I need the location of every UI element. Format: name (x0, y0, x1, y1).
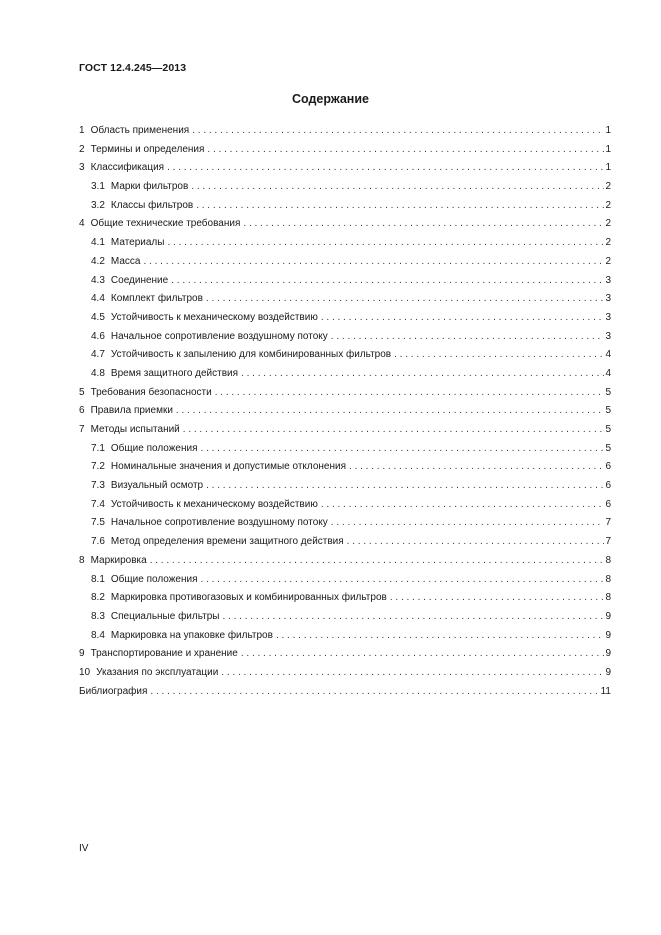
toc-entry-page: 4 (605, 367, 611, 379)
toc-entry-page: 7 (605, 536, 611, 548)
toc-entry-page: 8 (605, 573, 611, 585)
toc-entry[interactable] (79, 608, 611, 627)
toc-entry-title: Устойчивость к механическому воздействию (110, 311, 318, 323)
toc-entry-page: 1 (605, 162, 611, 174)
toc-entry-number: 3 (79, 162, 85, 174)
toc-entry-number: 8.4 (91, 629, 105, 641)
toc-entry-page: 11 (600, 685, 611, 697)
toc-entry-page: 3 (605, 330, 611, 342)
toc-entry-page: 2 (605, 199, 611, 211)
toc-entry-number: 4.5 (91, 311, 105, 323)
toc-entry-title: Область применения (90, 125, 190, 136)
toc-entry[interactable] (79, 533, 611, 552)
toc-entry-number: 3.1 (91, 181, 105, 193)
toc-entry-title: Термины и определения (90, 143, 205, 155)
toc-entry-number: 7 (79, 424, 85, 435)
toc-leader-dots (347, 533, 605, 552)
toc-entry-page: 8 (605, 554, 611, 566)
toc-entry[interactable] (79, 402, 611, 421)
toc-entry-page: 9 (605, 648, 611, 660)
toc-entry-title: Маркировка (90, 554, 147, 566)
toc-entry-number: 2 (79, 143, 85, 155)
toc-entry-number: 4.3 (91, 274, 105, 286)
toc-entry-title: Масса (110, 255, 141, 267)
toc-entry-title: Визуальный осмотр (110, 480, 204, 492)
toc-leader-dots (201, 440, 605, 459)
toc-entry-number: 7.6 (91, 536, 105, 548)
toc-entry-number: 4 (79, 218, 85, 230)
toc-entry-number: 4.8 (91, 367, 105, 379)
toc-entry[interactable] (79, 514, 611, 533)
toc-entry[interactable] (79, 384, 611, 403)
toc-leader-dots (167, 159, 604, 178)
toc-entry-title: Общие положения (110, 573, 198, 585)
toc-entry[interactable] (79, 571, 611, 590)
toc-entry-title: Устойчивость к запылению для комбинированных фильтров (110, 349, 392, 361)
toc-entry-title: Устойчивость к механическому воздействию (110, 498, 318, 510)
toc-entry-page: 1 (605, 125, 611, 136)
toc-entry-number: 8.2 (91, 592, 105, 604)
toc-entry-title: Классы фильтров (110, 199, 194, 211)
toc-leader-dots (171, 272, 604, 291)
toc-entry-page: 6 (605, 461, 611, 473)
toc-leader-dots (243, 215, 604, 234)
toc-leader-dots (176, 402, 605, 421)
toc-entry[interactable] (79, 458, 611, 477)
toc-entry-page: 9 (605, 629, 611, 641)
toc-entry-page: 8 (605, 592, 611, 604)
toc-entry-page: 9 (605, 610, 611, 622)
page-number: IV (79, 843, 89, 854)
toc-entry-page: 6 (605, 480, 611, 492)
toc-entry[interactable] (79, 141, 611, 160)
toc-leader-dots (241, 365, 604, 384)
toc-leader-dots (349, 458, 604, 477)
toc-entry-title: Метод определения времени защитного действия (110, 536, 344, 548)
toc-entry[interactable] (79, 440, 611, 459)
toc-entry[interactable] (79, 346, 611, 365)
toc-leader-dots (215, 384, 605, 403)
toc-entry[interactable] (79, 122, 611, 141)
toc-entry-page: 3 (605, 274, 611, 286)
toc-entry-page: 2 (605, 218, 611, 230)
toc-entry-number: 4.2 (91, 255, 105, 267)
toc-entry-title: Начальное сопротивление воздушному потоку (110, 517, 328, 529)
toc-entry[interactable] (79, 215, 611, 234)
toc-entry[interactable] (79, 496, 611, 515)
toc-leader-dots (321, 309, 605, 328)
toc-entry-title: Время защитного действия (110, 367, 239, 379)
toc-entry-number: 1 (79, 125, 85, 136)
toc-entry-page: 2 (605, 181, 611, 193)
toc-entry-number: 7.4 (91, 498, 105, 510)
toc-leader-dots (206, 477, 604, 496)
toc-entry-number: 6 (79, 405, 85, 417)
document-standard-header: ГОСТ 12.4.245—2013 (79, 62, 187, 74)
toc-entry[interactable] (79, 477, 611, 496)
toc-entry-title: Библиография (79, 685, 148, 697)
toc-entry[interactable] (79, 328, 611, 347)
toc-entry-title: Маркировка на упаковке фильтров (110, 629, 273, 641)
toc-entry-title: Общие положения (110, 442, 198, 454)
toc-entry[interactable] (79, 552, 611, 571)
toc-entry[interactable] (79, 290, 611, 309)
toc-entry-page: 5 (605, 424, 611, 435)
toc-entry-page: 5 (605, 405, 611, 417)
toc-entry-title: Общие технические требования (90, 218, 241, 230)
toc-entry-page: 6 (605, 498, 611, 510)
toc-leader-dots (191, 178, 604, 197)
toc-leader-dots (167, 234, 604, 253)
toc-entry-page: 5 (605, 442, 611, 454)
toc-entry-title: Классификация (90, 162, 165, 174)
toc-entry-number: 4.4 (91, 293, 105, 305)
table-of-contents (79, 122, 611, 701)
toc-entry-title: Методы испытаний (90, 424, 180, 435)
toc-entry-number: 8.1 (91, 573, 105, 585)
toc-entry-title: Марки фильтров (110, 181, 189, 193)
toc-entry-title: Специальные фильтры (110, 610, 220, 622)
toc-entry[interactable] (79, 589, 611, 608)
toc-leader-dots (192, 122, 604, 141)
toc-entry-number: 7.2 (91, 461, 105, 473)
toc-entry[interactable] (79, 627, 611, 646)
toc-entry-number: 8 (79, 554, 85, 566)
toc-entry-title: Маркировка противогазовых и комбинированных фильтров (110, 592, 387, 604)
toc-entry-title: Номинальные значения и допустимые отклонения (110, 461, 347, 473)
toc-entry[interactable] (79, 159, 611, 178)
toc-leader-dots (150, 552, 605, 571)
toc-leader-dots (196, 197, 604, 216)
toc-leader-dots (143, 253, 604, 272)
toc-title: Содержание (291, 92, 369, 106)
toc-leader-dots (331, 328, 605, 347)
toc-entry-page: 5 (605, 386, 611, 398)
toc-entry-title: Указания по эксплуатации (96, 666, 219, 678)
toc-entry[interactable] (79, 645, 611, 664)
toc-entry-page: 2 (605, 237, 611, 249)
toc-leader-dots (241, 645, 605, 664)
toc-entry-page: 3 (605, 293, 611, 305)
toc-leader-dots (221, 664, 604, 683)
toc-entry-title: Комплект фильтров (110, 293, 203, 305)
toc-entry-title: Материалы (110, 237, 165, 249)
toc-entry-title: Начальное сопротивление воздушному потоку (110, 330, 328, 342)
toc-entry-number: 8.3 (91, 610, 105, 622)
toc-leader-dots (276, 627, 605, 646)
toc-entry-number: 10 (79, 666, 91, 678)
toc-entry[interactable] (79, 253, 611, 272)
toc-entry[interactable] (79, 664, 611, 683)
toc-entry-page: 9 (605, 666, 611, 678)
toc-entry-number: 3.2 (91, 199, 105, 211)
toc-leader-dots (390, 589, 605, 608)
toc-entry-page: 4 (605, 349, 611, 361)
toc-entry-title: Правила приемки (90, 405, 173, 417)
toc-entry-number: 5 (79, 386, 85, 398)
toc-entry[interactable] (79, 197, 611, 216)
toc-entry-page: 1 (605, 143, 611, 155)
toc-leader-dots (150, 683, 599, 702)
toc-entry[interactable] (79, 421, 611, 440)
toc-leader-dots (394, 346, 604, 365)
toc-leader-dots (321, 496, 605, 515)
toc-entry-number: 7.3 (91, 480, 105, 492)
toc-entry-title: Соединение (110, 274, 169, 286)
toc-entry-title: Требования безопасности (90, 386, 212, 398)
toc-entry-page: 2 (605, 255, 611, 267)
toc-leader-dots (201, 571, 605, 590)
toc-entry-number: 4.7 (91, 349, 105, 361)
toc-entry-title: Транспортирование и хранение (90, 648, 238, 660)
toc-entry-number: 9 (79, 648, 85, 660)
toc-entry[interactable] (79, 272, 611, 291)
toc-entry-number: 4.6 (91, 330, 105, 342)
toc-leader-dots (331, 514, 605, 533)
toc-entry[interactable] (79, 309, 611, 328)
toc-entry-number: 7.5 (91, 517, 105, 529)
toc-leader-dots (183, 421, 605, 440)
toc-entry-page: 3 (605, 311, 611, 323)
toc-leader-dots (206, 290, 605, 309)
toc-leader-dots (207, 141, 604, 160)
toc-leader-dots (222, 608, 604, 627)
toc-entry[interactable] (79, 234, 611, 253)
toc-entry[interactable] (79, 683, 611, 702)
toc-entry[interactable] (79, 365, 611, 384)
toc-entry-number: 4.1 (91, 237, 105, 249)
toc-entry-number: 7.1 (91, 442, 105, 454)
toc-entry-page: 7 (605, 517, 611, 529)
toc-entry[interactable] (79, 178, 611, 197)
